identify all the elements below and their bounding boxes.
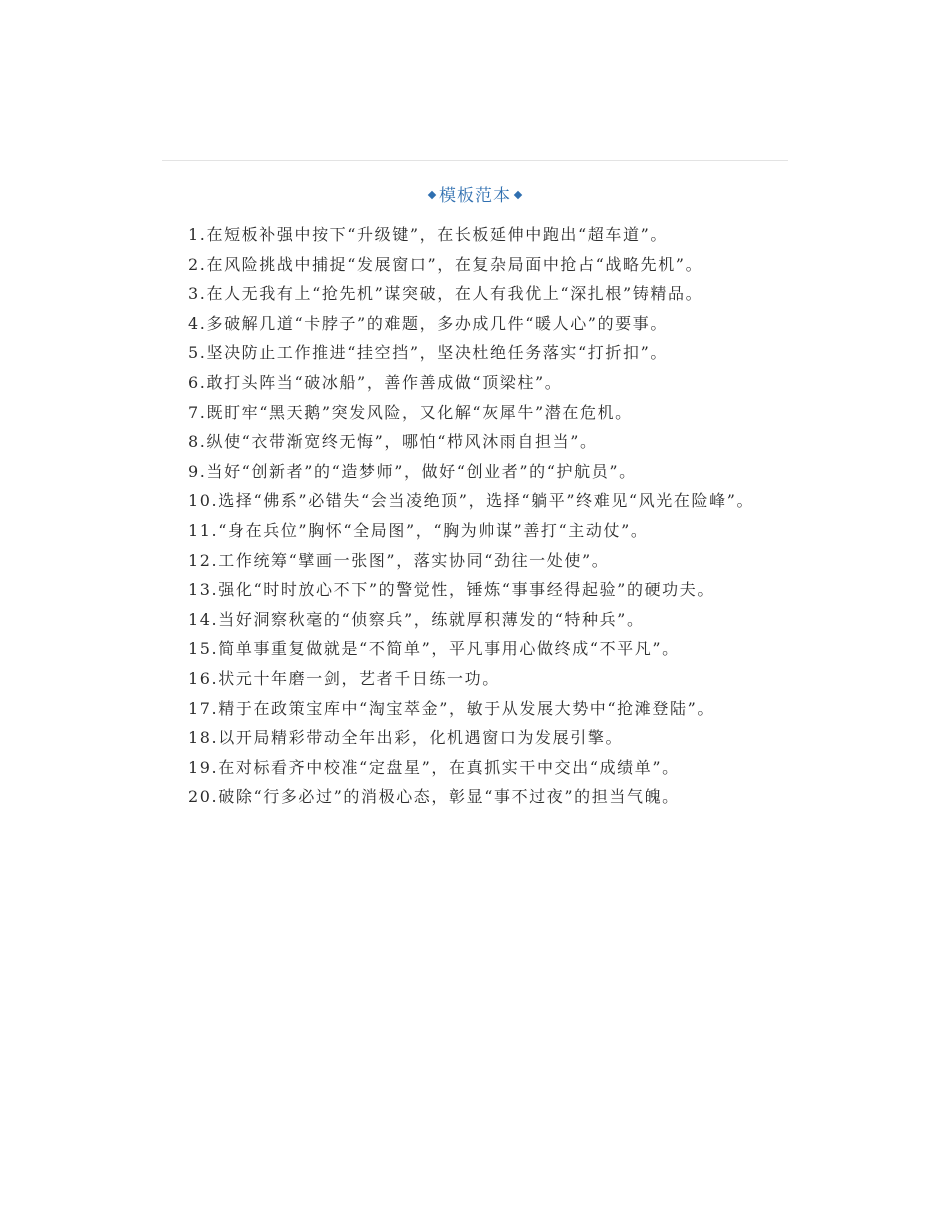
list-item: 18.以开局精彩带动全年出彩，化机遇窗口为发展引擎。	[188, 728, 624, 748]
list-item: 9.当好“创新者”的“造梦师”，做好“创业者”的“护航员”。	[188, 461, 637, 481]
list-item: 12.工作统筹“擘画一张图”，落实协同“劲往一处使”。	[188, 550, 610, 570]
list-item: 7.既盯牢“黑天鹅”突发风险，又化解“灰犀牛”潜在危机。	[188, 402, 633, 422]
list-item: 6.敢打头阵当“破冰船”，善作善成做“顶梁柱”。	[188, 372, 563, 392]
phrase-list	[188, 220, 766, 812]
list-item: 3.在人无我有上“抢先机”谋突破，在人有我优上“深扎根”铸精品。	[188, 284, 704, 304]
list-item: 19.在对标看齐中校准“定盘星”，在真抓实干中交出“成绩单”。	[188, 757, 680, 777]
list-item: 1.在短板补强中按下“升级键”，在长板延伸中跑出“超车道”。	[188, 225, 668, 244]
list-item: 13.强化“时时放心不下”的警觉性，锤炼“事事经得起验”的硬功夫。	[188, 580, 715, 600]
list-item: 14.当好洞察秋毫的“侦察兵”，练就厚积薄发的“特种兵”。	[188, 609, 645, 629]
list-item: 5.坚决防止工作推进“挂空挡”，坚决杜绝任务落实“打折扣”。	[188, 343, 668, 363]
diamond-left-icon	[428, 191, 436, 199]
heading-text: 模板范本	[439, 186, 511, 206]
list-item: 15.简单事重复做就是“不简单”，平凡事用心做终成“不平凡”。	[188, 639, 680, 659]
list-item: 20.破除“行多必过”的消极心态，彰显“事不过夜”的担当气魄。	[188, 787, 680, 807]
list-item: 11.“身在兵位”胸怀“全局图”，“胸为帅谋”善打“主动仗”。	[188, 520, 649, 540]
diamond-right-icon	[514, 191, 522, 199]
list-item: 4.多破解几道“卡脖子”的难题，多办成几件“暖人心”的要事。	[188, 313, 668, 333]
list-item: 10.选择“佛系”必错失“会当凌绝顶”，选择“躺平”终难见“风光在险峰”。	[188, 491, 755, 511]
list-item: 8.纵使“衣带渐宽终无悔”，哪怕“栉风沐雨自担当”。	[188, 432, 598, 452]
list-item: 17.精于在政策宝库中“淘宝萃金”，敏于从发展大势中“抢滩登陆”。	[188, 698, 715, 718]
list-item: 16.状元十年磨一剑，艺者千日练一功。	[188, 668, 500, 688]
list-item: 2.在风险挑战中捕捉“发展窗口”，在复杂局面中抢占“战略先机”。	[188, 254, 704, 274]
header-divider	[162, 160, 788, 161]
section-heading	[0, 185, 950, 207]
